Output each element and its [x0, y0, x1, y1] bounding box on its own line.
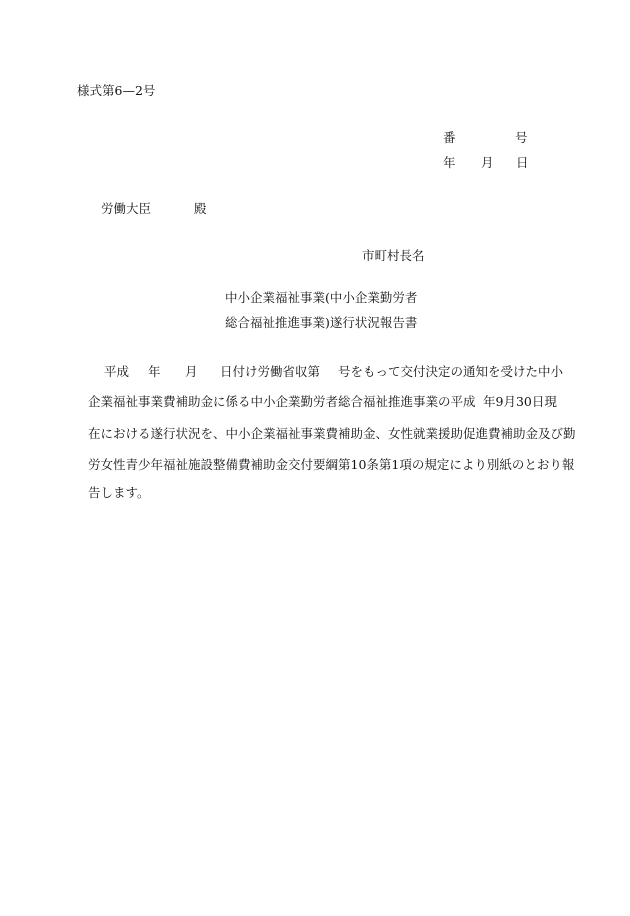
date-month-label: 月 [481, 155, 494, 170]
form-number: 様式第6—2号 [77, 83, 156, 98]
body-l1-reference: 日付け労働省収第 [220, 364, 321, 379]
body-l2-a: 企業福祉事業費補助金に係る中小企業勤労者総合福祉推進事業の平成 [88, 394, 476, 409]
document-title-line-2: 総合福祉推進事業)遂行状況報告書 [225, 315, 418, 330]
date-day-label: 日 [516, 155, 529, 170]
body-l1-year: 年 [148, 364, 161, 379]
body-l1-month: 月 [185, 364, 198, 379]
date-year-label: 年 [443, 155, 456, 170]
document-title-line-1: 中小企業福祉事業(中小企業勤労者 [225, 290, 418, 305]
body-l3: 在における遂行状況を、中小企業福祉事業費補助金、女性就業援助促進費補助金及び勤 [88, 426, 576, 441]
addressee-honorific: 殿 [194, 201, 207, 216]
body-l1-heisei: 平成 [104, 364, 130, 379]
addressee-name: 労働大臣 [101, 201, 152, 216]
body-l2-b: 年9月30日現 [483, 394, 557, 409]
body-l1-rest: 号をもって交付決定の通知を受けた中小 [338, 364, 564, 379]
body-l5: 告します。 [88, 485, 150, 500]
number-label-go: 号 [515, 130, 528, 145]
body-l4: 労女性青少年福祉施設整備費補助金交付要綱第10条第1項の規定により別紙のとおり報 [88, 457, 575, 472]
sender-name: 市町村長名 [362, 248, 425, 263]
number-label-ban: 番 [443, 130, 456, 145]
